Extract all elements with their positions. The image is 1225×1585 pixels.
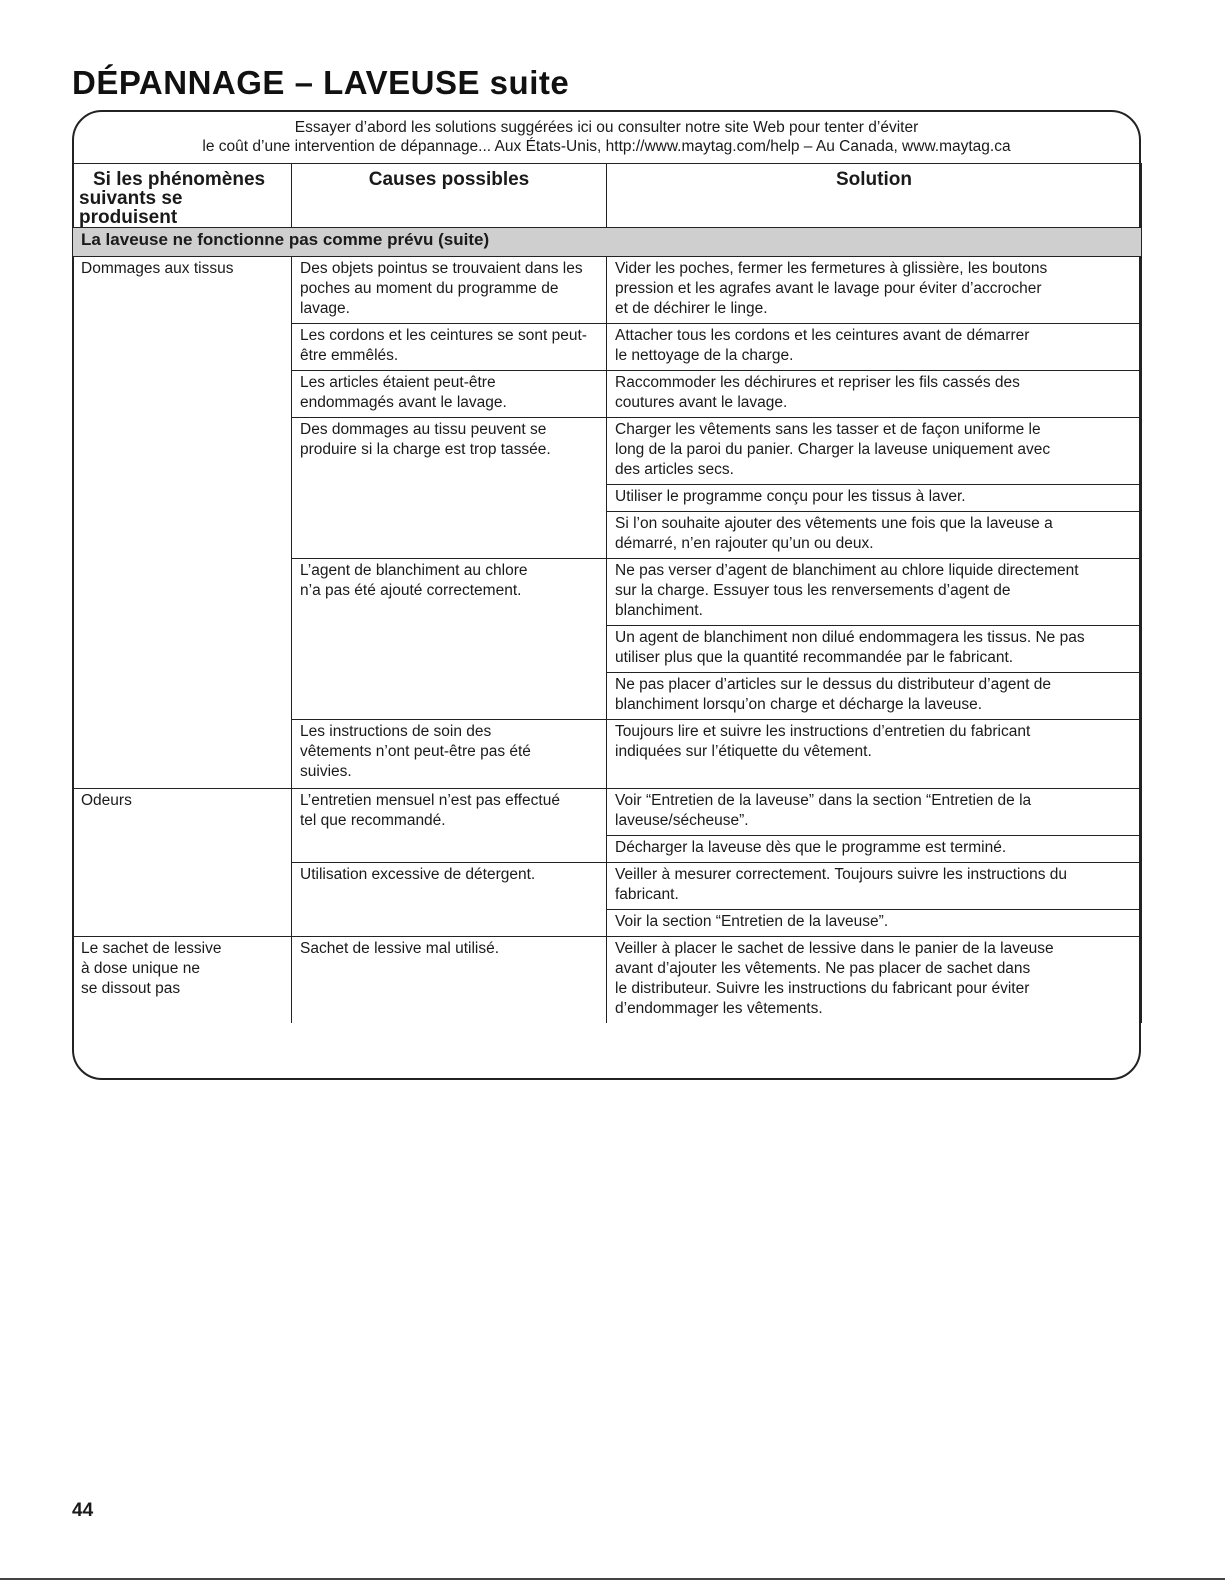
solution-line: Ne pas placer d’articles sur le dessus du distributeur d’agent de <box>615 676 1051 693</box>
solution-cell: Décharger la laveuse dès que le programme est terminé. <box>607 836 1142 863</box>
page-title: DÉPANNAGE – LAVEUSE suite <box>72 64 570 101</box>
solution-cell <box>607 559 1142 626</box>
symptom-cell <box>73 937 292 1024</box>
table-row <box>73 257 1142 324</box>
cause-cell <box>292 789 607 863</box>
cause-line: vêtements n’ont peut-être pas été <box>300 743 531 760</box>
cause-line: Des dommages au tissu peuvent se <box>300 421 547 438</box>
symptom-cell <box>73 257 292 789</box>
solution-line: blanchiment lorsqu’on charge et décharge la laveuse. <box>615 696 983 713</box>
cause-cell <box>292 371 607 418</box>
solution-line: des articles secs. <box>615 461 734 478</box>
solution-line: Raccommoder les déchirures et repriser les fils cassés des <box>615 374 1020 391</box>
intro-line: le coût d’une intervention de dépannage... Aux États-Unis, http://www.maytag.com/help – Au Canada, www.maytag.ca <box>202 138 1011 155</box>
cause-line: L’entretien mensuel n’est pas effectué <box>300 792 560 809</box>
solution-cell <box>607 626 1142 673</box>
solution-line: Toujours lire et suivre les instructions d’entretien du fabricant <box>615 723 1031 740</box>
solution-cell <box>607 937 1142 1024</box>
solution-line: sur la charge. Essuyer tous les renversements d’agent de <box>615 582 1011 599</box>
solution-line: Veiller à placer le sachet de lessive dans le panier de la laveuse <box>615 940 1054 957</box>
symptom-text: Odeurs <box>81 792 132 809</box>
solution-line: le nettoyage de la charge. <box>615 347 794 364</box>
solution-cell <box>607 324 1142 371</box>
header-row <box>73 164 1142 228</box>
cause-line: endommagés avant le lavage. <box>300 394 507 411</box>
cause-line: suivies. <box>300 763 352 780</box>
solution-line: pression et les agrafes avant le lavage pour éviter d’accrocher <box>615 280 1042 297</box>
solution-line: Veiller à mesurer correctement. Toujours suivre les instructions du <box>615 866 1067 883</box>
solution-line: long de la paroi du panier. Charger la laveuse uniquement avec <box>615 441 1051 458</box>
solution-line: le distributeur. Suivre les instructions du fabricant pour éviter <box>615 980 1030 997</box>
bottom-rule <box>0 1578 1225 1580</box>
solution-cell <box>607 720 1142 789</box>
cause-cell: Des objets pointus se trouvaient dans les poches au moment du programme de lavage. <box>292 257 607 324</box>
solution-line: Ne pas verser d’agent de blanchiment au chlore liquide directement <box>615 562 1079 579</box>
header-symptoms <box>73 164 292 228</box>
solution-line: d’endommager les vêtements. <box>615 1000 823 1017</box>
cause-line: Les articles étaient peut-être <box>300 374 496 391</box>
solution-cell: Utiliser le programme conçu pour les tissus à laver. <box>607 485 1142 512</box>
table-row <box>73 937 1142 1024</box>
cause-cell: Sachet de lessive mal utilisé. <box>292 937 607 1024</box>
solution-line: Voir “Entretien de la laveuse” dans la section “Entretien de la <box>615 792 1032 809</box>
solution-line: blanchiment. <box>615 602 703 619</box>
solution-line: Attacher tous les cordons et les ceintures avant de démarrer <box>615 327 1030 344</box>
symptom-text: Dommages aux tissus <box>81 260 234 277</box>
solution-line: indiquées sur l’étiquette du vêtement. <box>615 743 872 760</box>
solution-cell <box>607 673 1142 720</box>
solution-cell <box>607 789 1142 836</box>
solution-line: coutures avant le lavage. <box>615 394 788 411</box>
page-number: 44 <box>72 1500 94 1521</box>
solution-line: Un agent de blanchiment non dilué endommagera les tissus. Ne pas <box>615 629 1085 646</box>
cause-line: n’a pas été ajouté correctement. <box>300 582 522 599</box>
solution-cell <box>607 512 1142 559</box>
intro-text <box>74 118 1139 156</box>
symptom-line: Le sachet de lessive <box>81 940 222 957</box>
cause-cell <box>292 418 607 559</box>
cause-line: Les instructions de soin des <box>300 723 492 740</box>
solution-line: Si l’on souhaite ajouter des vêtements une fois que la laveuse a <box>615 515 1053 532</box>
solution-line: laveuse/sécheuse”. <box>615 812 749 829</box>
cause-cell: Les cordons et les ceintures se sont peut-être emmêlés. <box>292 324 607 371</box>
section-band-row <box>73 228 1142 257</box>
troubleshooting-table <box>72 163 1142 1023</box>
solution-line: démarré, n’en rajouter qu’un ou deux. <box>615 535 874 552</box>
solution-line: utiliser plus que la quantité recommandée par le fabricant. <box>615 649 1014 666</box>
cause-line: tel que recommandé. <box>300 812 446 829</box>
symptom-cell <box>73 789 292 937</box>
solution-cell: Voir la section “Entretien de la laveuse”. <box>607 910 1142 937</box>
solution-line: Charger les vêtements sans les tasser et de façon uniforme le <box>615 421 1041 438</box>
cause-line: produire si la charge est trop tassée. <box>300 441 551 458</box>
intro-line: Essayer d’abord les solutions suggérées ici ou consulter notre site Web pour tenter d’éviter <box>294 119 919 136</box>
solution-line: Vider les poches, fermer les fermetures à glissière, les boutons <box>615 260 1048 277</box>
solution-cell <box>607 257 1142 324</box>
header-symptoms-line: suivants se produisent <box>79 188 183 228</box>
solution-line: et de déchirer le linge. <box>615 300 768 317</box>
solution-line: avant d’ajouter les vêtements. Ne pas placer de sachet dans <box>615 960 1031 977</box>
symptom-line: se dissout pas <box>81 980 181 997</box>
cause-cell <box>292 720 607 789</box>
solution-cell <box>607 863 1142 910</box>
cause-cell: Utilisation excessive de détergent. <box>292 863 607 937</box>
table-row <box>73 789 1142 836</box>
header-symptoms-line: Si les phénomènes <box>93 169 266 190</box>
header-solution: Solution <box>607 164 1142 228</box>
solution-line: fabricant. <box>615 886 679 903</box>
solution-cell <box>607 371 1142 418</box>
solution-cell <box>607 418 1142 485</box>
header-causes: Causes possibles <box>292 164 607 228</box>
cause-cell <box>292 559 607 720</box>
cause-line: L’agent de blanchiment au chlore <box>300 562 528 579</box>
symptom-line: à dose unique ne <box>81 960 200 977</box>
section-band: La laveuse ne fonctionne pas comme prévu (suite) <box>73 228 1142 257</box>
